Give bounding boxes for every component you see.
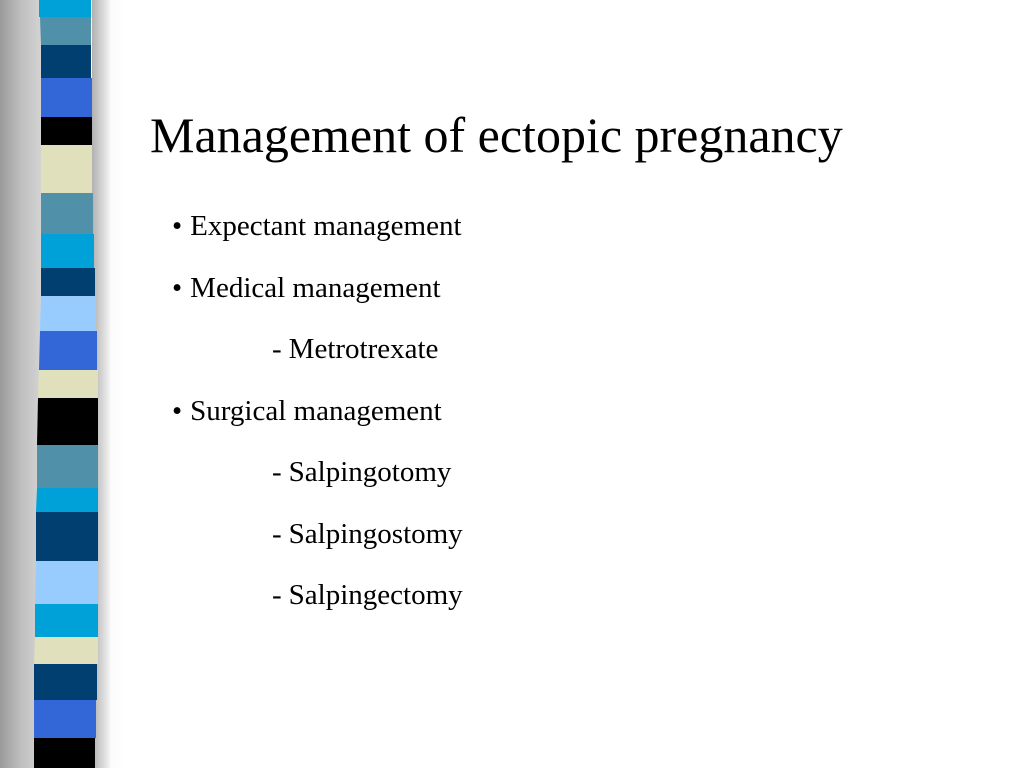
list-item	[172, 573, 463, 635]
bullet-marker: •	[172, 210, 183, 242]
list-item-text: Medical management	[190, 271, 441, 304]
list-item	[172, 266, 463, 328]
dash-marker: -	[272, 579, 282, 611]
list-item-text: Salpingostomy	[288, 517, 463, 550]
list-item	[172, 204, 463, 266]
list-item	[172, 327, 463, 389]
list-item-text: Salpingectomy	[288, 579, 463, 611]
bullet-marker: •	[172, 271, 183, 304]
list-item	[172, 512, 463, 574]
dash-marker: -	[272, 333, 282, 365]
list-item-text: Expectant management	[190, 210, 462, 242]
dash-marker: -	[272, 456, 282, 488]
slide-title: Management of ectopic pregnancy	[150, 107, 843, 163]
stripe-blocks	[34, 0, 98, 768]
bullet-marker: •	[172, 394, 183, 427]
list-item-text: Surgical management	[190, 394, 442, 427]
list-item	[172, 450, 463, 512]
list-item-text: Salpingotomy	[288, 456, 452, 488]
list-item-text: Metrotrexate	[288, 333, 439, 365]
list-item	[172, 389, 463, 451]
dash-marker: -	[272, 517, 282, 550]
bullet-list	[172, 204, 463, 635]
